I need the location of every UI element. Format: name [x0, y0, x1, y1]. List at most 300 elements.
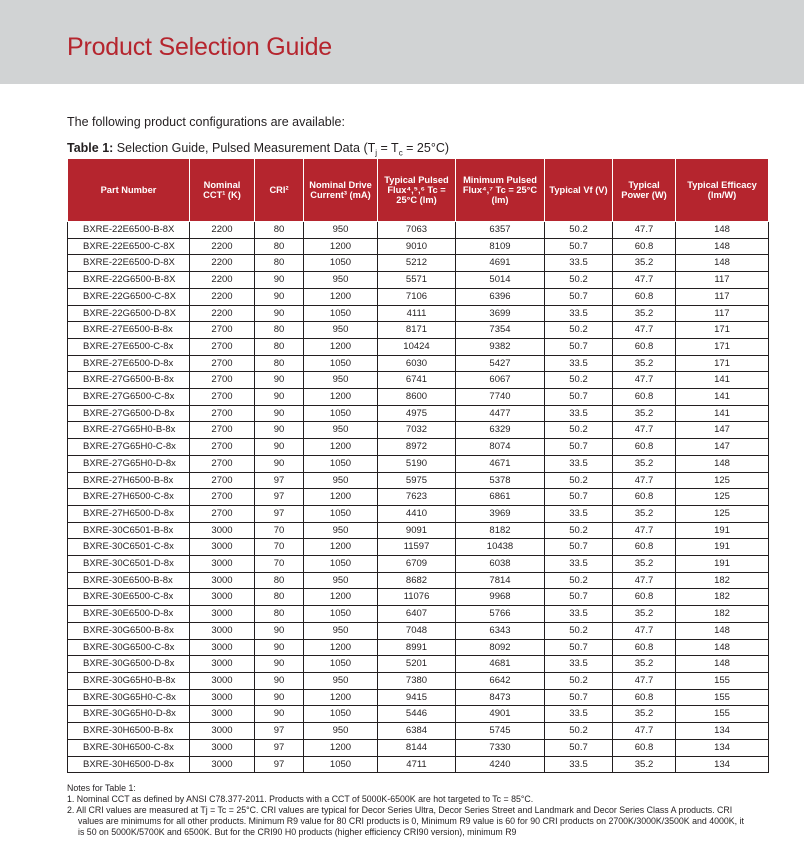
table-cell: BXRE-30H6500-D-8x: [68, 756, 190, 773]
caption-text: Selection Guide, Pulsed Measurement Data (T: [113, 141, 376, 155]
table-cell: BXRE-22G6500-D-8X: [68, 305, 190, 322]
table-cell: BXRE-30E6500-C-8x: [68, 589, 190, 606]
table-cell: 50.7: [545, 439, 613, 456]
table-cell: BXRE-30G6500-D-8x: [68, 656, 190, 673]
table-row: [68, 723, 769, 740]
table-cell: 8109: [456, 238, 545, 255]
table-cell: BXRE-30G65H0-C-8x: [68, 689, 190, 706]
table-row: [68, 656, 769, 673]
table-cell: 8144: [378, 739, 456, 756]
table-cell: 60.8: [613, 238, 676, 255]
table-cell: 35.2: [613, 756, 676, 773]
table-cell: 35.2: [613, 556, 676, 573]
table-cell: BXRE-30G6500-C-8x: [68, 639, 190, 656]
table-row: [68, 756, 769, 773]
table-row: [68, 522, 769, 539]
table-body: [68, 222, 769, 773]
header-typical-flux: Typical Pulsed Flux⁴,⁵,⁶ Tc = 25°C (lm): [378, 159, 456, 222]
table-cell: 950: [304, 472, 378, 489]
table-cell: 950: [304, 372, 378, 389]
table-cell: 6384: [378, 723, 456, 740]
table-cell: 33.5: [545, 756, 613, 773]
table-cell: 50.2: [545, 272, 613, 289]
table-cell: 191: [676, 522, 769, 539]
table-cell: 1050: [304, 656, 378, 673]
caption-end: = 25°C): [402, 141, 450, 155]
table-cell: 148: [676, 622, 769, 639]
table-cell: 6329: [456, 422, 545, 439]
table-cell: 5427: [456, 355, 545, 372]
table-cell: 50.7: [545, 288, 613, 305]
table-cell: 2200: [190, 255, 255, 272]
table-cell: 33.5: [545, 255, 613, 272]
table-cell: 1200: [304, 739, 378, 756]
table-cell: 80: [255, 589, 304, 606]
table-cell: 2700: [190, 455, 255, 472]
table-cell: 3000: [190, 572, 255, 589]
table-row: [68, 472, 769, 489]
table-cell: 148: [676, 222, 769, 239]
table-cell: 5378: [456, 472, 545, 489]
table-cell: 33.5: [545, 355, 613, 372]
table-cell: 8473: [456, 689, 545, 706]
table-cell: 70: [255, 556, 304, 573]
table-cell: BXRE-27G6500-C-8x: [68, 389, 190, 406]
table-cell: 171: [676, 322, 769, 339]
table-cell: 4240: [456, 756, 545, 773]
table-cell: 148: [676, 455, 769, 472]
table-cell: 5766: [456, 606, 545, 623]
table-cell: 2700: [190, 505, 255, 522]
table-cell: 3000: [190, 756, 255, 773]
table-cell: 7623: [378, 489, 456, 506]
table-cell: 60.8: [613, 589, 676, 606]
table-cell: 1050: [304, 355, 378, 372]
table-cell: 9382: [456, 338, 545, 355]
table-cell: 2700: [190, 355, 255, 372]
table-cell: 90: [255, 372, 304, 389]
table-cell: 8092: [456, 639, 545, 656]
table-cell: BXRE-27G65H0-C-8x: [68, 439, 190, 456]
table-cell: 1050: [304, 305, 378, 322]
note-1: 1. Nominal CCT as defined by ANSI C78.377-2011. Products with a CCT of 5000K-6500K are hot targeted to Tc = 85°C.: [67, 794, 534, 804]
table-cell: 1200: [304, 589, 378, 606]
table-cell: 191: [676, 556, 769, 573]
table-cell: 8182: [456, 522, 545, 539]
table-cell: 3969: [456, 505, 545, 522]
table-cell: 125: [676, 489, 769, 506]
table-cell: BXRE-30G65H0-B-8x: [68, 672, 190, 689]
table-cell: 50.7: [545, 739, 613, 756]
table-cell: BXRE-27H6500-C-8x: [68, 489, 190, 506]
table-cell: 5745: [456, 723, 545, 740]
table-cell: 2700: [190, 439, 255, 456]
table-cell: 3000: [190, 606, 255, 623]
table-cell: 4691: [456, 255, 545, 272]
table-cell: 50.7: [545, 338, 613, 355]
table-cell: 60.8: [613, 338, 676, 355]
table-cell: 47.7: [613, 672, 676, 689]
table-cell: 117: [676, 288, 769, 305]
table-cell: 3000: [190, 589, 255, 606]
table-cell: 1200: [304, 338, 378, 355]
table-cell: 60.8: [613, 739, 676, 756]
table-cell: 50.2: [545, 422, 613, 439]
table-cell: 35.2: [613, 505, 676, 522]
table-row: [68, 455, 769, 472]
table-cell: 2700: [190, 338, 255, 355]
table-cell: 182: [676, 572, 769, 589]
table-cell: 1050: [304, 505, 378, 522]
table-cell: 80: [255, 606, 304, 623]
table-cell: 50.7: [545, 489, 613, 506]
table-cell: 5975: [378, 472, 456, 489]
table-cell: 7740: [456, 389, 545, 406]
table-cell: 2200: [190, 238, 255, 255]
table-cell: BXRE-27G65H0-B-8x: [68, 422, 190, 439]
table-cell: 1050: [304, 706, 378, 723]
table-cell: 1200: [304, 238, 378, 255]
table-cell: 2700: [190, 322, 255, 339]
table-cell: 33.5: [545, 305, 613, 322]
table-cell: 155: [676, 706, 769, 723]
table-cell: BXRE-30E6500-D-8x: [68, 606, 190, 623]
table-cell: 90: [255, 455, 304, 472]
table-cell: 47.7: [613, 572, 676, 589]
table-cell: 35.2: [613, 706, 676, 723]
table-cell: 97: [255, 756, 304, 773]
header-cct: Nominal CCT¹ (K): [190, 159, 255, 222]
table-cell: 33.5: [545, 405, 613, 422]
table-cell: 35.2: [613, 355, 676, 372]
table-cell: 90: [255, 656, 304, 673]
table-cell: 950: [304, 572, 378, 589]
intro-text: The following product configurations are available:: [67, 115, 345, 129]
table-cell: 950: [304, 723, 378, 740]
table-cell: 8682: [378, 572, 456, 589]
table-cell: 90: [255, 389, 304, 406]
table-cell: 90: [255, 706, 304, 723]
table-cell: 171: [676, 355, 769, 372]
table-cell: 5446: [378, 706, 456, 723]
table-cell: 50.2: [545, 622, 613, 639]
table-cell: 60.8: [613, 639, 676, 656]
table-cell: 50.7: [545, 389, 613, 406]
table-row: [68, 539, 769, 556]
table-cell: BXRE-27E6500-C-8x: [68, 338, 190, 355]
header-typical-power: Typical Power (W): [613, 159, 676, 222]
table-cell: 47.7: [613, 372, 676, 389]
table-cell: 47.7: [613, 222, 676, 239]
table-cell: BXRE-30C6501-B-8x: [68, 522, 190, 539]
table-row: [68, 405, 769, 422]
header-typical-vf: Typical Vf (V): [545, 159, 613, 222]
table-cell: 80: [255, 255, 304, 272]
table-cell: 3000: [190, 672, 255, 689]
page-title: Product Selection Guide: [67, 33, 333, 61]
table-cell: 47.7: [613, 272, 676, 289]
table-cell: 950: [304, 272, 378, 289]
table-row: [68, 622, 769, 639]
table-cell: 6709: [378, 556, 456, 573]
table-cell: 3699: [456, 305, 545, 322]
table-cell: 60.8: [613, 489, 676, 506]
table-cell: 182: [676, 589, 769, 606]
table-row: [68, 222, 769, 239]
table-cell: 50.7: [545, 539, 613, 556]
table-cell: 6343: [456, 622, 545, 639]
table-cell: 3000: [190, 622, 255, 639]
table-row: [68, 639, 769, 656]
table-cell: 5014: [456, 272, 545, 289]
table-cell: BXRE-30H6500-B-8x: [68, 723, 190, 740]
table-cell: 90: [255, 305, 304, 322]
table-cell: 50.2: [545, 322, 613, 339]
table-row: [68, 505, 769, 522]
header-drive-current: Nominal Drive Current³ (mA): [304, 159, 378, 222]
table-cell: 80: [255, 338, 304, 355]
table-cell: 9091: [378, 522, 456, 539]
table-cell: 141: [676, 389, 769, 406]
table-cell: 3000: [190, 689, 255, 706]
header-part-number: Part Number: [68, 159, 190, 222]
table-cell: 950: [304, 522, 378, 539]
table-cell: 1200: [304, 639, 378, 656]
table-cell: 1050: [304, 405, 378, 422]
table-cell: 6067: [456, 372, 545, 389]
table-cell: 134: [676, 723, 769, 740]
table-cell: BXRE-22G6500-B-8X: [68, 272, 190, 289]
table-cell: 5201: [378, 656, 456, 673]
table-cell: 6407: [378, 606, 456, 623]
table-cell: 60.8: [613, 539, 676, 556]
table-cell: 9010: [378, 238, 456, 255]
table-cell: BXRE-30C6501-C-8x: [68, 539, 190, 556]
table-cell: 3000: [190, 706, 255, 723]
table-cell: 1050: [304, 756, 378, 773]
table-cell: BXRE-27G6500-D-8x: [68, 405, 190, 422]
table-cell: 148: [676, 639, 769, 656]
table-cell: 35.2: [613, 656, 676, 673]
table-cell: 155: [676, 672, 769, 689]
table-cell: 80: [255, 322, 304, 339]
table-cell: 50.2: [545, 672, 613, 689]
table-cell: 7048: [378, 622, 456, 639]
table-cell: BXRE-30G65H0-D-8x: [68, 706, 190, 723]
table-caption: [67, 141, 449, 158]
table-cell: 2200: [190, 305, 255, 322]
table-cell: 80: [255, 238, 304, 255]
table-cell: 148: [676, 656, 769, 673]
table-cell: 4477: [456, 405, 545, 422]
table-cell: 35.2: [613, 455, 676, 472]
table-cell: BXRE-30G6500-B-8x: [68, 622, 190, 639]
table-cell: 90: [255, 622, 304, 639]
table-cell: 125: [676, 472, 769, 489]
table-cell: 33.5: [545, 706, 613, 723]
table-header-row: [68, 159, 769, 222]
table-cell: 6741: [378, 372, 456, 389]
table-cell: 80: [255, 222, 304, 239]
table-cell: 7380: [378, 672, 456, 689]
table-cell: BXRE-27H6500-B-8x: [68, 472, 190, 489]
table-cell: 50.2: [545, 472, 613, 489]
table-cell: 47.7: [613, 422, 676, 439]
table-cell: 97: [255, 505, 304, 522]
table-cell: 50.7: [545, 689, 613, 706]
table-row: [68, 422, 769, 439]
table-row: [68, 288, 769, 305]
table-cell: 10424: [378, 338, 456, 355]
table-cell: 47.7: [613, 472, 676, 489]
table-cell: 80: [255, 572, 304, 589]
table-cell: 5190: [378, 455, 456, 472]
table-cell: BXRE-27H6500-D-8x: [68, 505, 190, 522]
table-cell: 97: [255, 739, 304, 756]
table-cell: 1200: [304, 389, 378, 406]
table-cell: 90: [255, 639, 304, 656]
table-cell: 90: [255, 439, 304, 456]
table-cell: 50.7: [545, 238, 613, 255]
table-cell: 10438: [456, 539, 545, 556]
table-row: [68, 572, 769, 589]
table-cell: 6030: [378, 355, 456, 372]
table-cell: 50.2: [545, 522, 613, 539]
table-cell: 1200: [304, 439, 378, 456]
table-cell: 1200: [304, 288, 378, 305]
table-cell: 6038: [456, 556, 545, 573]
table-cell: 171: [676, 338, 769, 355]
table-cell: 4671: [456, 455, 545, 472]
table-cell: 90: [255, 672, 304, 689]
table-cell: 9968: [456, 589, 545, 606]
table-cell: BXRE-27E6500-D-8x: [68, 355, 190, 372]
table-cell: 9415: [378, 689, 456, 706]
table-row: [68, 672, 769, 689]
table-row: [68, 589, 769, 606]
table-cell: 3000: [190, 522, 255, 539]
table-cell: 50.2: [545, 222, 613, 239]
table-cell: 70: [255, 539, 304, 556]
table-cell: 2700: [190, 372, 255, 389]
table-cell: 117: [676, 272, 769, 289]
table-cell: 97: [255, 472, 304, 489]
table-cell: 6642: [456, 672, 545, 689]
table-cell: 50.7: [545, 639, 613, 656]
table-row: [68, 238, 769, 255]
table-cell: 155: [676, 689, 769, 706]
table-cell: 141: [676, 405, 769, 422]
table-cell: 950: [304, 322, 378, 339]
table-cell: 7063: [378, 222, 456, 239]
table-cell: 1200: [304, 489, 378, 506]
table-cell: 8991: [378, 639, 456, 656]
table-cell: 35.2: [613, 405, 676, 422]
table-cell: 3000: [190, 739, 255, 756]
table-cell: 1200: [304, 539, 378, 556]
table-cell: 950: [304, 422, 378, 439]
table-cell: 3000: [190, 723, 255, 740]
table-cell: 148: [676, 255, 769, 272]
table-cell: BXRE-22E6500-C-8X: [68, 238, 190, 255]
table-cell: 148: [676, 238, 769, 255]
table-cell: 50.2: [545, 723, 613, 740]
table-cell: 5571: [378, 272, 456, 289]
table-cell: 60.8: [613, 439, 676, 456]
table-row: [68, 606, 769, 623]
table-cell: 4901: [456, 706, 545, 723]
table-cell: 90: [255, 689, 304, 706]
table-cell: 8600: [378, 389, 456, 406]
table-cell: 35.2: [613, 255, 676, 272]
table-cell: 1050: [304, 606, 378, 623]
table-cell: 7032: [378, 422, 456, 439]
table-cell: 60.8: [613, 689, 676, 706]
table-cell: 182: [676, 606, 769, 623]
table-cell: 90: [255, 405, 304, 422]
table-cell: 7330: [456, 739, 545, 756]
table-cell: 33.5: [545, 505, 613, 522]
table-cell: 2200: [190, 288, 255, 305]
table-cell: 4111: [378, 305, 456, 322]
table-row: [68, 255, 769, 272]
table-cell: 134: [676, 739, 769, 756]
table-row: [68, 706, 769, 723]
table-cell: 1050: [304, 556, 378, 573]
header-typical-efficacy: Typical Efficacy (lm/W): [676, 159, 769, 222]
table-cell: BXRE-30C6501-D-8x: [68, 556, 190, 573]
table-cell: 2700: [190, 389, 255, 406]
table-cell: 47.7: [613, 622, 676, 639]
notes-section: [67, 783, 747, 838]
table-cell: 5212: [378, 255, 456, 272]
table-cell: 2200: [190, 222, 255, 239]
header-cri: CRI²: [255, 159, 304, 222]
notes-title: Notes for Table 1:: [67, 783, 136, 793]
table-cell: 3000: [190, 556, 255, 573]
table-cell: 8972: [378, 439, 456, 456]
table-cell: BXRE-22G6500-C-8X: [68, 288, 190, 305]
table-cell: 147: [676, 422, 769, 439]
table-cell: BXRE-27G65H0-D-8x: [68, 455, 190, 472]
table-row: [68, 322, 769, 339]
table-cell: 950: [304, 672, 378, 689]
table-row: [68, 489, 769, 506]
table-cell: 2700: [190, 422, 255, 439]
table-cell: 7814: [456, 572, 545, 589]
table-cell: 50.7: [545, 589, 613, 606]
table-cell: 70: [255, 522, 304, 539]
table-row: [68, 338, 769, 355]
table-cell: 2700: [190, 472, 255, 489]
table-cell: 147: [676, 439, 769, 456]
table-cell: 4681: [456, 656, 545, 673]
table-cell: 11597: [378, 539, 456, 556]
table-cell: 1050: [304, 455, 378, 472]
table-cell: 97: [255, 489, 304, 506]
table-cell: 33.5: [545, 556, 613, 573]
table-cell: 97: [255, 723, 304, 740]
table-cell: 3000: [190, 539, 255, 556]
table-cell: 3000: [190, 656, 255, 673]
table-cell: 191: [676, 539, 769, 556]
table-cell: 47.7: [613, 322, 676, 339]
selection-table: [67, 158, 769, 773]
table-cell: 4410: [378, 505, 456, 522]
table-cell: BXRE-30E6500-B-8x: [68, 572, 190, 589]
table-cell: 7106: [378, 288, 456, 305]
table-cell: BXRE-22E6500-B-8X: [68, 222, 190, 239]
